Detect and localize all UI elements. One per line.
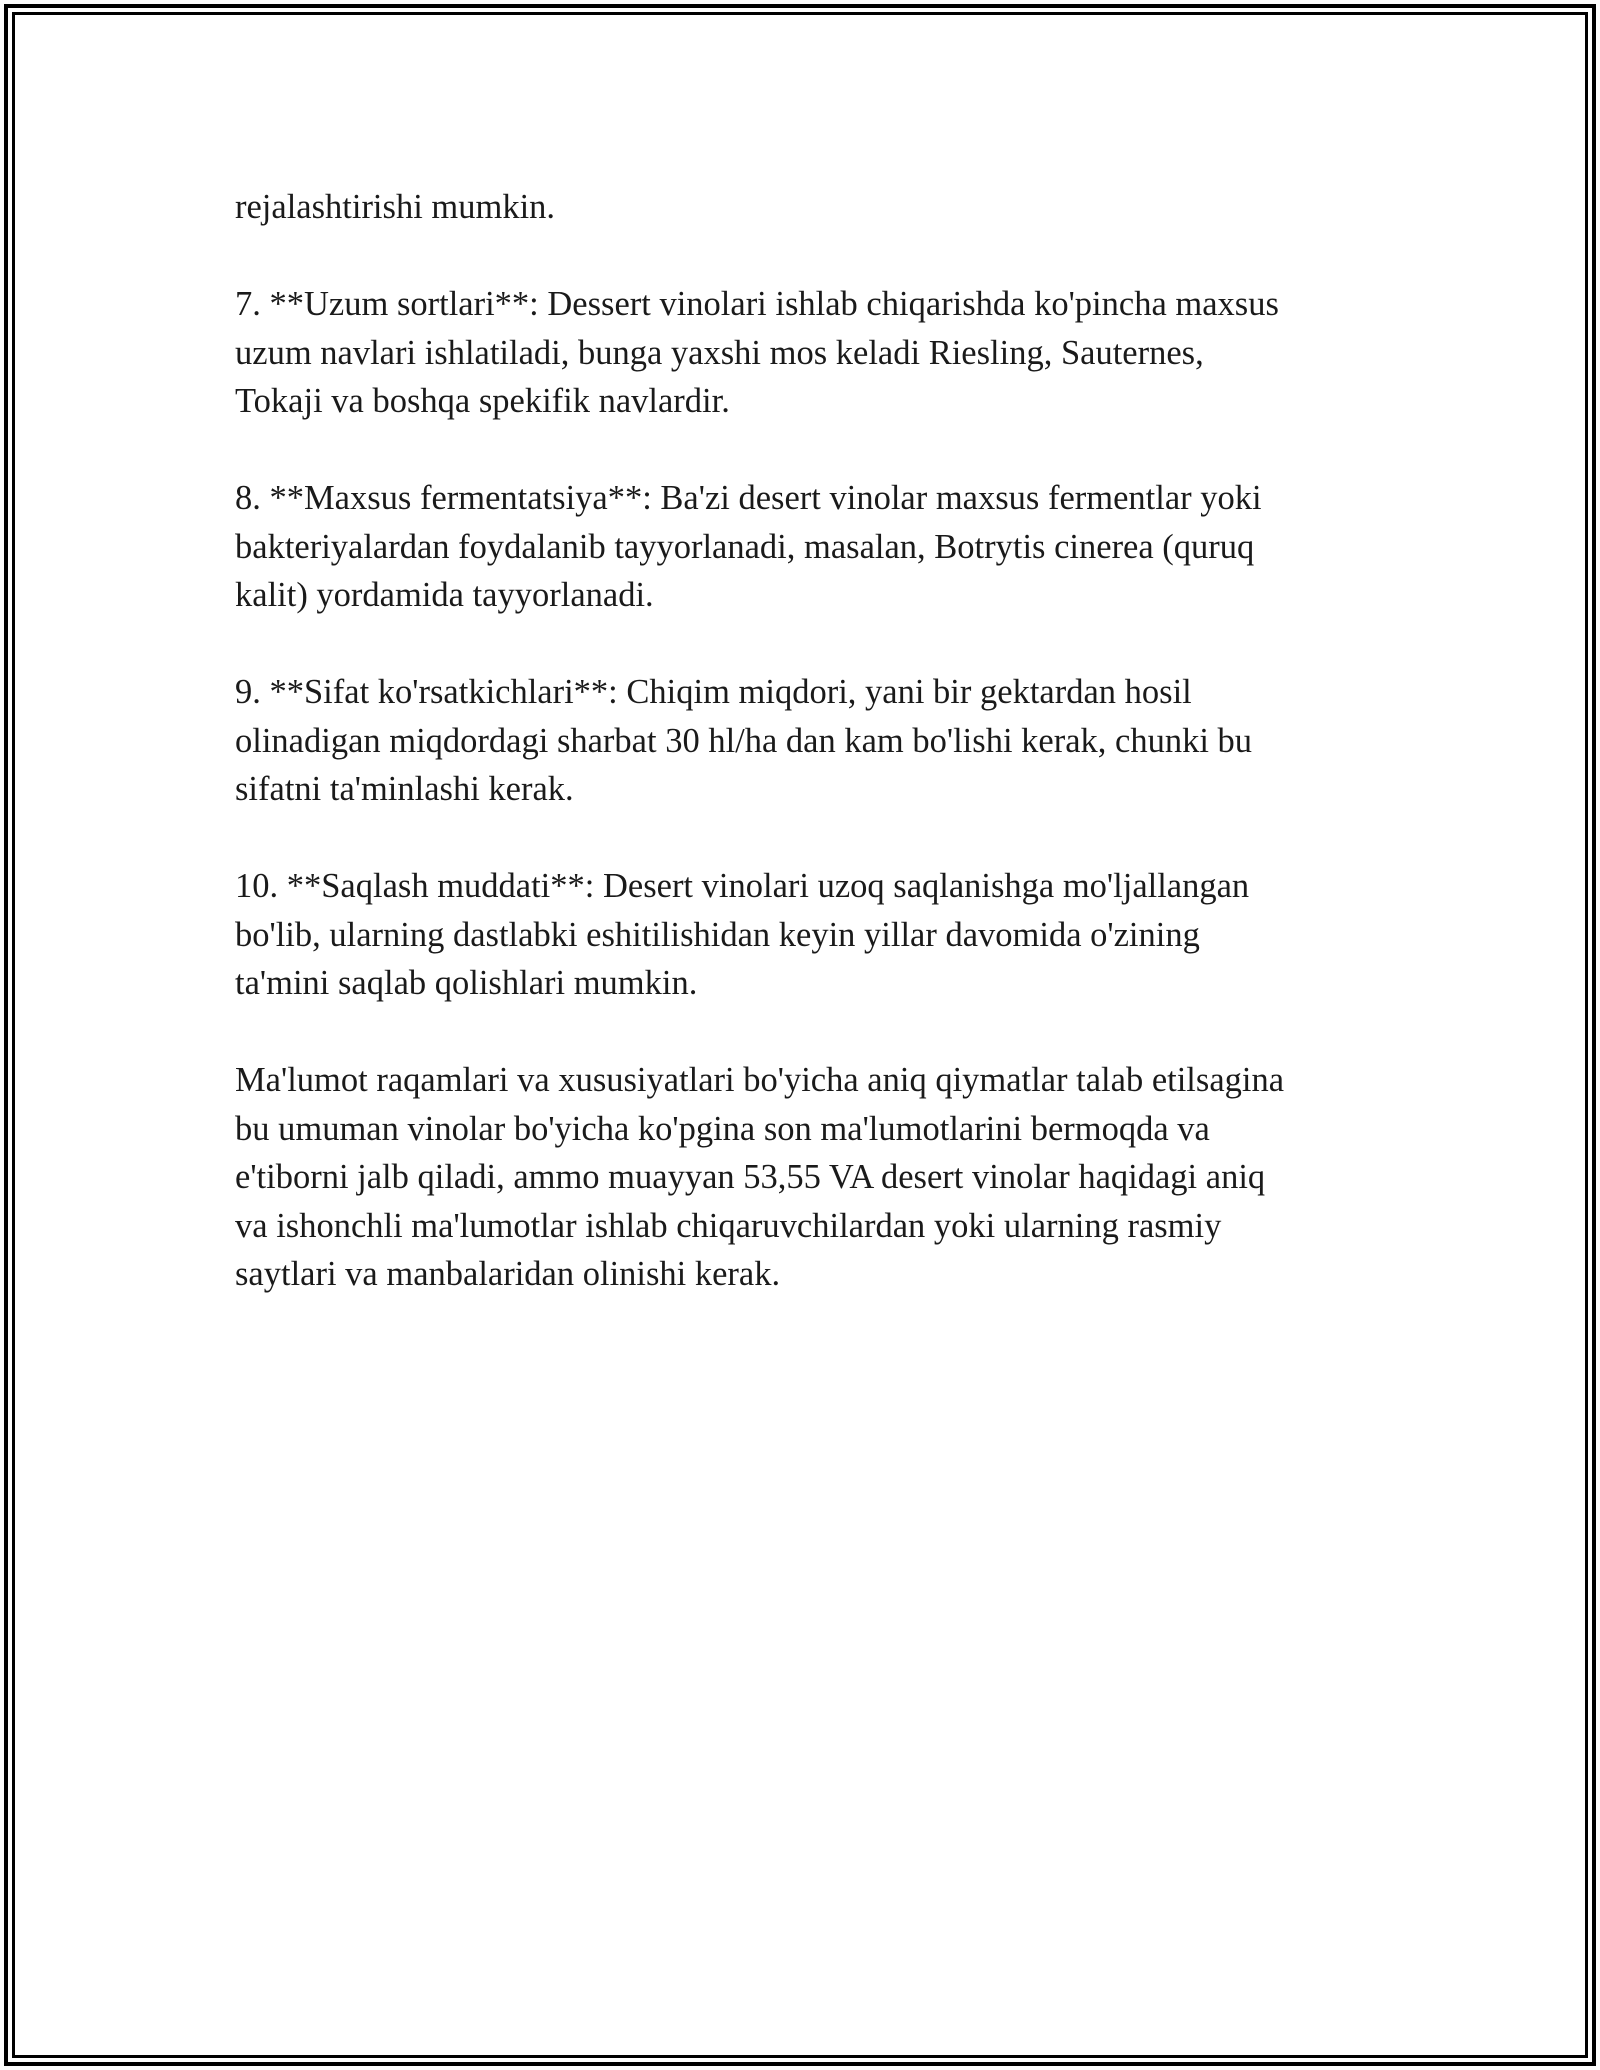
document-body <box>235 183 1365 1347</box>
list-item-quality-indicators: 9. **Sifat ko'rsatkichlari**: Chiqim miqdori, yani bir gektardan hosil olinadigan miqdordagi sharbat 30 hl/ha dan kam bo'lishi kerak, chunki bu sifatni ta'minlashi kerak. <box>235 673 1253 808</box>
closing-paragraph: Ma'lumot raqamlari va xususiyatlari bo'yicha aniq qiymatlar talab etilsagina bu umuman vinolar bo'yicha ko'pgina son ma'lumotlarini bermoqda va e'tiborni jalb qiladi, ammo muayyan 53,55 VA desert vinolar haqidagi aniq va ishonchli ma'lumotlar ishlab chiqaruvchilardan yoki ularning rasmiy saytlari va manbalaridan olinishi kerak. <box>235 1061 1285 1293</box>
list-item-grape-varieties: 7. **Uzum sortlari**: Dessert vinolari ishlab chiqarishda ko'pincha maxsus uzum navlari ishlatiladi, bunga yaxshi mos keladi Riesling, Sauternes, Tokaji va boshqa spekifik navlardir. <box>235 285 1279 420</box>
list-item-storage-period: 10. **Saqlash muddati**: Desert vinolari uzoq saqlanishga mo'ljallangan bo'lib, ularning dastlabki eshitilishidan keyin yillar davomida o'zining ta'mini saqlab qolishlari mumkin. <box>235 867 1250 1002</box>
paragraph-continuation: rejalashtirishi mumkin. <box>235 188 556 226</box>
list-item-special-fermentation: 8. **Maxsus fermentatsiya**: Ba'zi desert vinolar maxsus fermentlar yoki bakteriyalardan foydalanib tayyorlanadi, masalan, Botrytis cinerea (quruq kalit) yordamida tayyorlanadi. <box>235 479 1262 614</box>
